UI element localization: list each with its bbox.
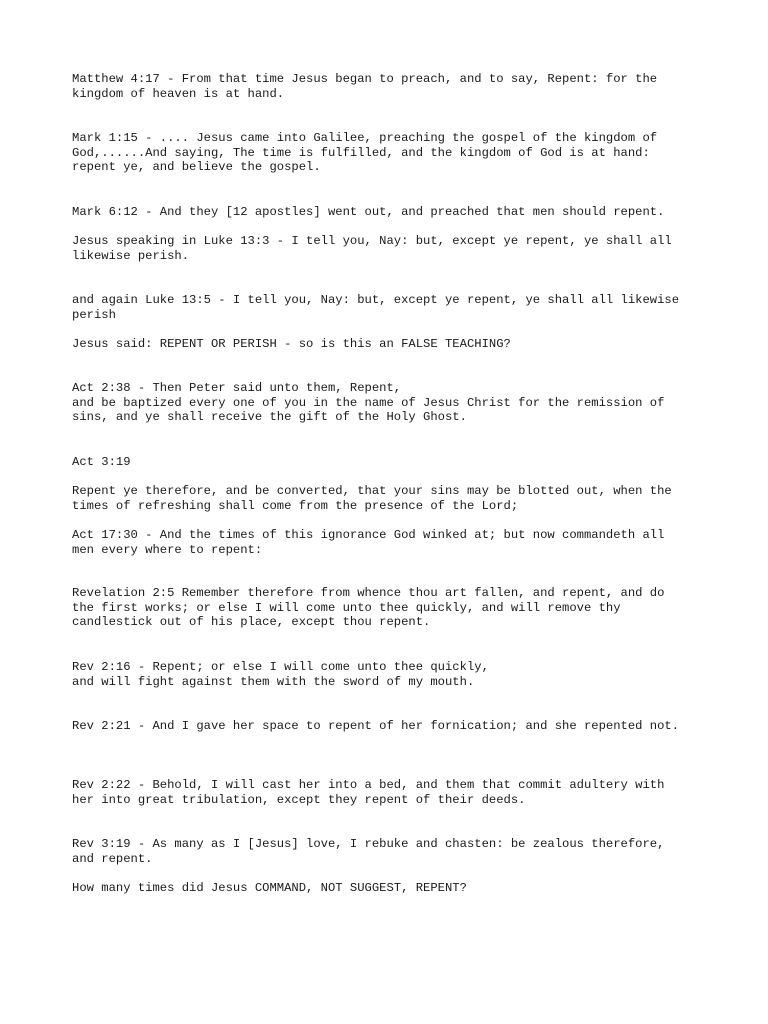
paragraph-luke-13-3: Jesus speaking in Luke 13:3 - I tell you, Nay: but, except ye repent, ye shall all likewise perish. [72, 234, 672, 263]
paragraph-acts-3-19-heading: Act 3:19 [72, 455, 131, 469]
paragraph-mark-1-15: Mark 1:15 - .... Jesus came into Galilee, preaching the gospel of the kingdom of God,......And saying, The time is fulfilled, and the kingdom of God is at hand: repent ye, and believe the gospel. [72, 131, 658, 175]
paragraph-repent-or-perish: Jesus said: REPENT OR PERISH - so is this an FALSE TEACHING? [72, 337, 511, 351]
paragraph-matthew-4-17: Matthew 4:17 - From that time Jesus began to preach, and to say, Repent: for the kingdom of heaven is at hand. [72, 72, 658, 101]
paragraph-luke-13-5: and again Luke 13:5 - I tell you, Nay: but, except ye repent, ye shall all likewise perish [72, 293, 680, 322]
paragraph-mark-6-12: Mark 6:12 - And they [12 apostles] went out, and preached that men should repent. [72, 205, 665, 219]
paragraph-rev-2-21: Rev 2:21 - And I gave her space to repent of her fornication; and she repented not. [72, 719, 680, 733]
paragraph-acts-17-30: Act 17:30 - And the times of this ignorance God winked at; but now commandeth all men every where to repent: [72, 528, 665, 557]
paragraph-acts-2-38: Act 2:38 - Then Peter said unto them, Repent, and be baptized every one of you in the name of Jesus Christ for the remission of sins, and ye shall receive the gift of the Holy Ghost. [72, 381, 665, 425]
paragraph-rev-3-19: Rev 3:19 - As many as I [Jesus] love, I rebuke and chasten: be zealous therefore, and repent. [72, 837, 665, 866]
paragraph-acts-3-19: Repent ye therefore, and be converted, that your sins may be blotted out, when the times of refreshing shall come from the presence of the Lord; [72, 484, 672, 513]
paragraph-rev-2-16: Rev 2:16 - Repent; or else I will come unto thee quickly, and will fight against them with the sword of my mouth. [72, 660, 489, 689]
paragraph-closing-question: How many times did Jesus COMMAND, NOT SUGGEST, REPENT? [72, 881, 467, 895]
paragraph-rev-2-22: Rev 2:22 - Behold, I will cast her into a bed, and them that commit adultery with her into great tribulation, except they repent of their deeds. [72, 778, 665, 807]
paragraph-revelation-2-5: Revelation 2:5 Remember therefore from whence thou art fallen, and repent, and do the first works; or else I will come unto thee quickly, and will remove thy candlestick out of his place, except thou repent. [72, 586, 665, 630]
